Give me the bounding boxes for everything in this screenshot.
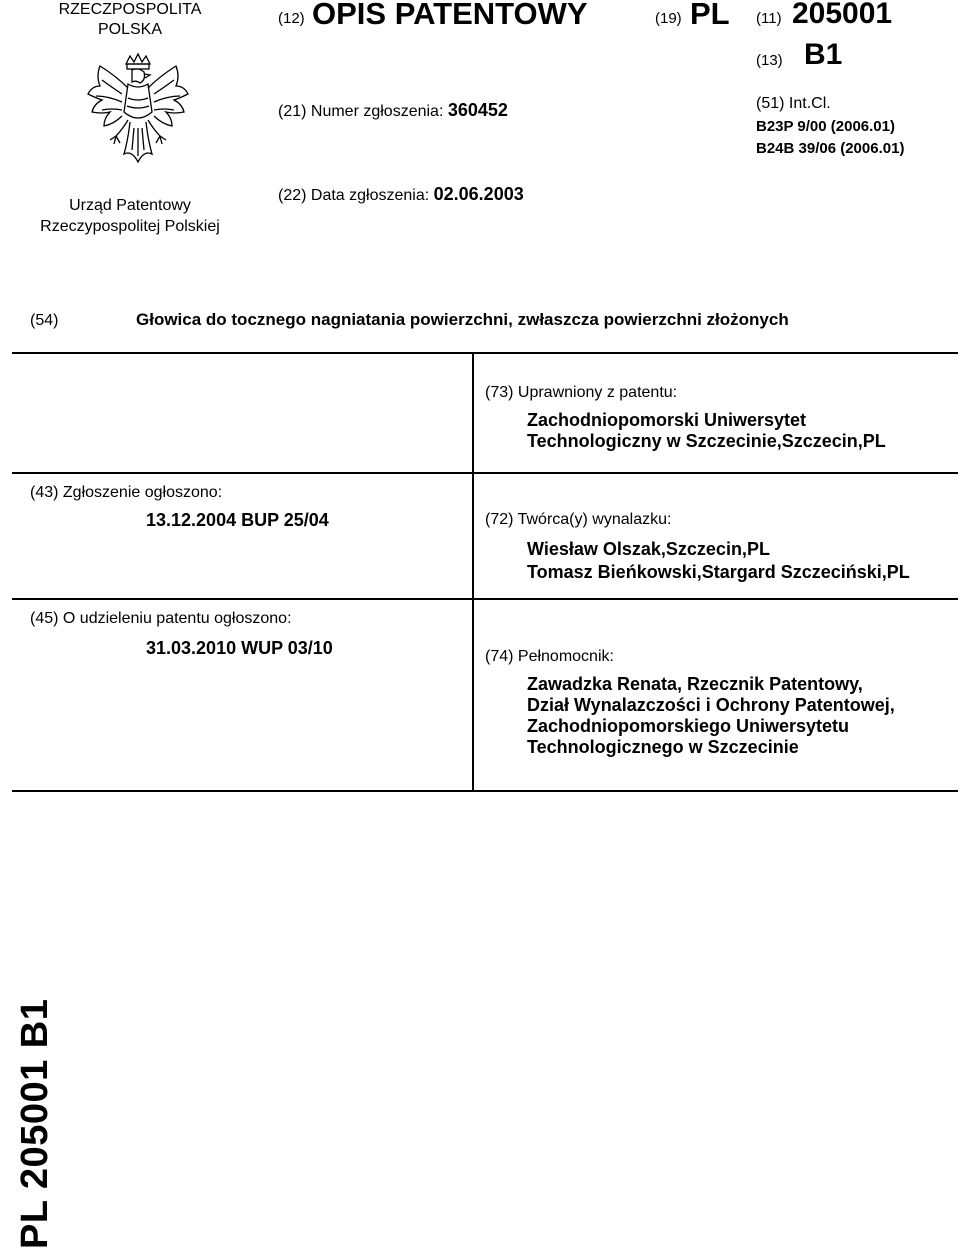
int-cl-list bbox=[756, 116, 904, 160]
divider-left-2 bbox=[12, 598, 473, 600]
patent-title: Głowica do tocznego nagniatania powierzchni, zwłaszcza powierzchni złożonych bbox=[136, 310, 789, 329]
inventors-label: (72) Twórca(y) wynalazku: bbox=[485, 511, 672, 528]
owner-line: Technologiczny w Szczecinie,Szczecin,PL bbox=[527, 431, 886, 451]
country-code-label: (19) bbox=[655, 10, 682, 27]
owner-label: (73) Uprawniony z patentu: bbox=[485, 384, 678, 401]
owner-line: Zachodniopomorski Uniwersytet bbox=[527, 410, 807, 430]
filing-date-row bbox=[278, 184, 524, 205]
divider-right-1 bbox=[472, 472, 958, 474]
int-cl-label: (51) Int.Cl. bbox=[756, 95, 831, 112]
office-line-2: Rzeczypospolitej Polskiej bbox=[40, 218, 220, 235]
country-line-1: RZECZPOSPOLITA bbox=[58, 1, 202, 18]
country-code: PL bbox=[690, 0, 730, 31]
grant-label: (45) O udzieleniu patentu ogłoszono: bbox=[30, 610, 292, 627]
int-cl-item: B23P 9/00 (2006.01) bbox=[756, 118, 895, 135]
publication-label: (43) Zgłoszenie ogłoszono: bbox=[30, 484, 223, 501]
attorney-label: (74) Pełnomocnik: bbox=[485, 648, 614, 665]
divider-left-1 bbox=[12, 472, 473, 474]
kind-code-label: (13) bbox=[756, 52, 783, 69]
patent-number: 205001 bbox=[792, 0, 893, 30]
attorney-line: Zawadzka Renata, Rzecznik Patentowy, bbox=[527, 674, 863, 694]
side-patent-label: PL 205001 B1 bbox=[14, 998, 56, 1249]
application-number-label: (21) Numer zgłoszenia: bbox=[278, 103, 444, 120]
int-cl-item: B24B 39/06 (2006.01) bbox=[756, 140, 905, 157]
divider-top bbox=[12, 352, 958, 354]
divider-bottom bbox=[12, 790, 958, 792]
polish-eagle-emblem-icon bbox=[82, 50, 194, 180]
filing-date-label: (22) Data zgłoszenia: bbox=[278, 187, 430, 204]
publication-value: 13.12.2004 BUP 25/04 bbox=[146, 510, 329, 530]
patent-office-name bbox=[40, 195, 220, 237]
doc-type: OPIS PATENTOWY bbox=[312, 0, 588, 31]
country-name bbox=[55, 0, 205, 40]
attorney-line: Zachodniopomorskiego Uniwersytetu bbox=[527, 716, 850, 736]
owner-block bbox=[527, 410, 886, 452]
grant-value: 31.03.2010 WUP 03/10 bbox=[146, 638, 333, 658]
inventor-line: Wiesław Olszak,Szczecin,PL bbox=[527, 539, 770, 559]
inventors-block bbox=[527, 538, 910, 584]
filing-date: 02.06.2003 bbox=[433, 184, 524, 204]
attorney-block bbox=[527, 674, 895, 758]
inventor-line: Tomasz Bieńkowski,Stargard Szczeciński,PL bbox=[527, 562, 910, 582]
application-number: 360452 bbox=[447, 100, 508, 120]
kind-code: B1 bbox=[804, 38, 843, 71]
divider-right-2 bbox=[472, 598, 958, 600]
divider-vertical bbox=[472, 352, 474, 791]
office-line-1: Urząd Patentowy bbox=[69, 197, 191, 214]
doc-type-code: (12) bbox=[278, 10, 305, 27]
title-code: (54) bbox=[30, 312, 59, 329]
application-number-row bbox=[278, 100, 508, 121]
patent-number-code: (11) bbox=[756, 10, 782, 27]
attorney-line: Dział Wynalazczości i Ochrony Patentowej, bbox=[527, 695, 895, 715]
attorney-line: Technologicznego w Szczecinie bbox=[527, 737, 799, 757]
country-line-2: POLSKA bbox=[97, 21, 163, 38]
